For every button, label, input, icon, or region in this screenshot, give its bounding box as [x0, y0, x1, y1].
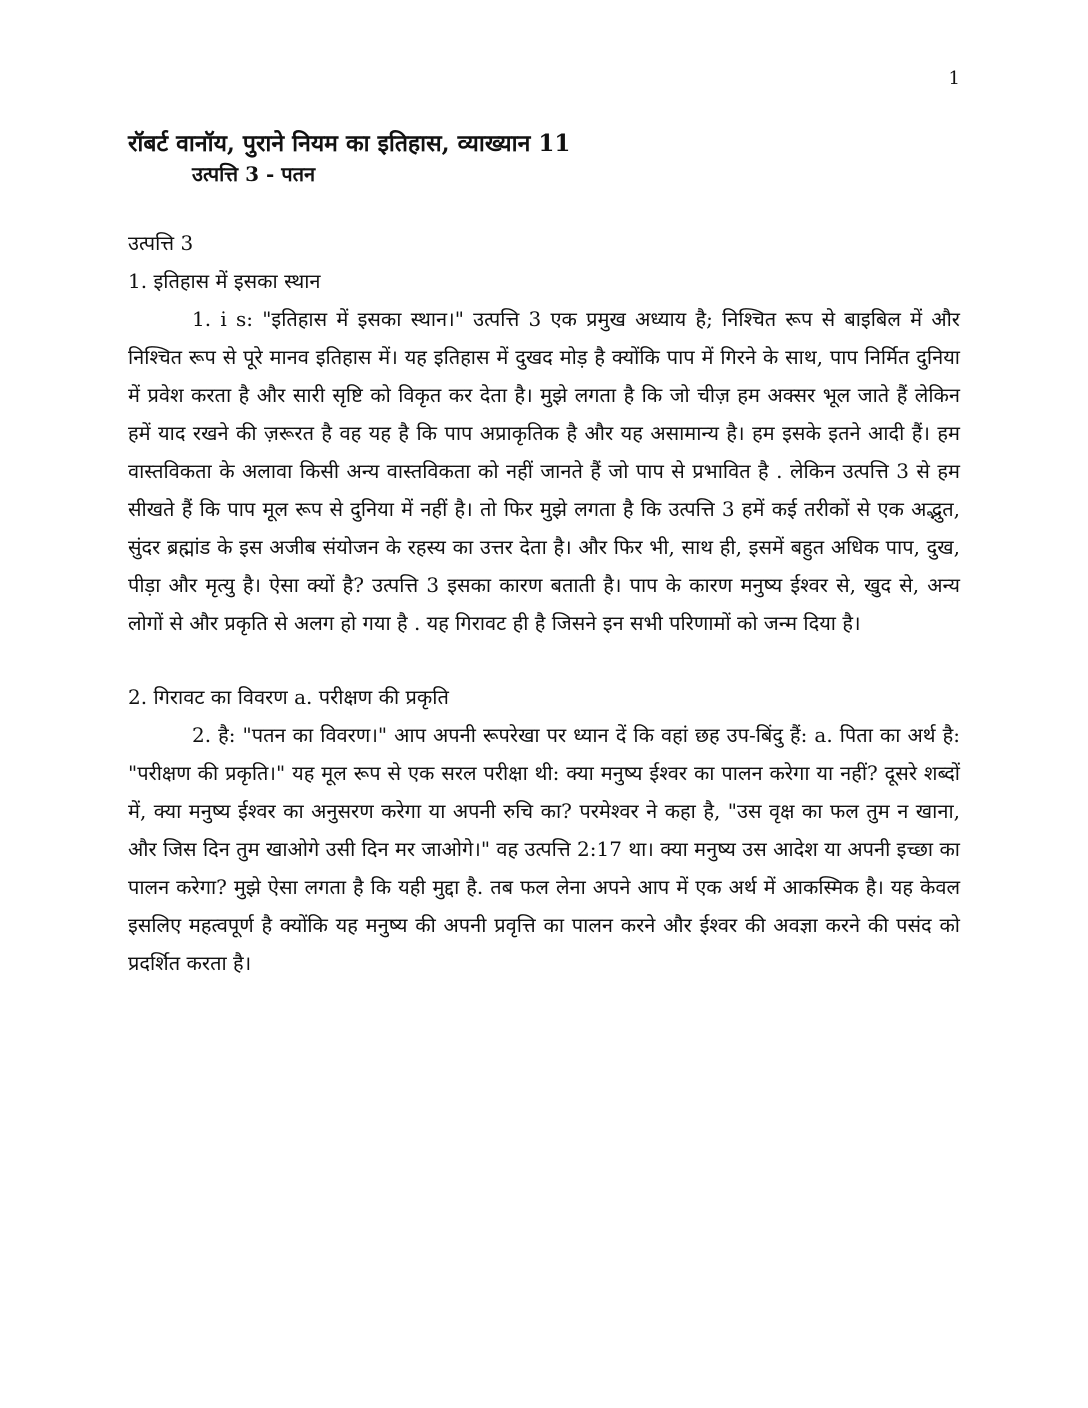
chapter-label: उत्पत्ति 3: [128, 231, 194, 255]
document-title: रॉबर्ट वानॉय, पुराने नियम का इतिहास, व्याख्यान 11: [128, 130, 571, 157]
document-body: [128, 224, 960, 982]
title-block: [128, 128, 960, 188]
section1-paragraph: 1. i s: "इतिहास में इसका स्थान।" उत्पत्ति 3 एक प्रमुख अध्याय है; निश्चित रूप से बाइबिल में और निश्चित रूप से पूरे मानव इतिहास में। यह इतिहास में दुखद मोड़ है क्योंकि पाप में गिरने के साथ, पाप निर्मित दुनिया में प्रवेश करता है और सारी सृष्टि को विकृत कर देता है। मुझे लगता है कि जो चीज़ हम अक्सर भूल जाते हैं लेकिन हमें याद रखने की ज़रूरत है वह यह है कि पाप अप्राकृतिक है और यह असामान्य है। हम इसके इतने आदी हैं। हम वास्तविकता के अलावा किसी अन्य वास्तविकता को नहीं जानते हैं जो पाप से प्रभावित है . लेकिन उत्पत्ति 3 से हम सीखते हैं कि पाप मूल रूप से दुनिया में नहीं है। तो फिर मुझे लगता है कि उत्पत्ति 3 हमें कई तरीकों से एक अद्भुत, सुंदर ब्रह्मांड के इस अजीब संयोजन के रहस्य का उत्तर देता है। और फिर भी, साथ ही, इसमें बहुत अधिक पाप, दुख, पीड़ा और मृत्यु है। ऐसा क्यों है? उत्पत्ति 3 इसका कारण बताती है। पाप के कारण मनुष्य ईश्वर से, खुद से, अन्य लोगों से और प्रकृति से अलग हो गया है . यह गिरावट ही है जिसने इन सभी परिणामों को जन्म दिया है।: [128, 307, 960, 635]
document-subtitle: उत्पत्ति 3 - पतन: [192, 162, 316, 186]
section2-paragraph: 2. है: "पतन का विवरण।" आप अपनी रूपरेखा पर ध्यान दें कि वहां छह उप-बिंदु हैं: a. पिता का अर्थ है: "परीक्षण की प्रकृति।" यह मूल रूप से एक सरल परीक्षा थी: क्या मनुष्य ईश्वर का पालन करेगा या नहीं? दूसरे शब्दों में, क्या मनुष्य ईश्वर का अनुसरण करेगा या अपनी रुचि का? परमेश्वर ने कहा है, "उस वृक्ष का फल तुम न खाना, और जिस दिन तुम खाओगे उसी दिन मर जाओगे।" वह उत्पत्ति 2:17 था। क्या मनुष्य उस आदेश या अपनी इच्छा का पालन करेगा? मुझे ऐसा लगता है कि यही मुद्दा है. तब फल लेना अपने आप में एक अर्थ में आकस्मिक है। यह केवल इसलिए महत्वपूर्ण है क्योंकि यह मनुष्य की अपनी प्रवृत्ति का पालन करने और ईश्वर की अवज्ञा करने की पसंद को प्रदर्शित करता है।: [128, 723, 960, 975]
section1-heading: 1. इतिहास में इसका स्थान: [128, 269, 321, 293]
page-number: 1: [948, 68, 960, 89]
section2-heading: 2. गिरावट का विवरण a. परीक्षण की प्रकृति: [128, 685, 449, 709]
section-spacer: [128, 642, 960, 678]
